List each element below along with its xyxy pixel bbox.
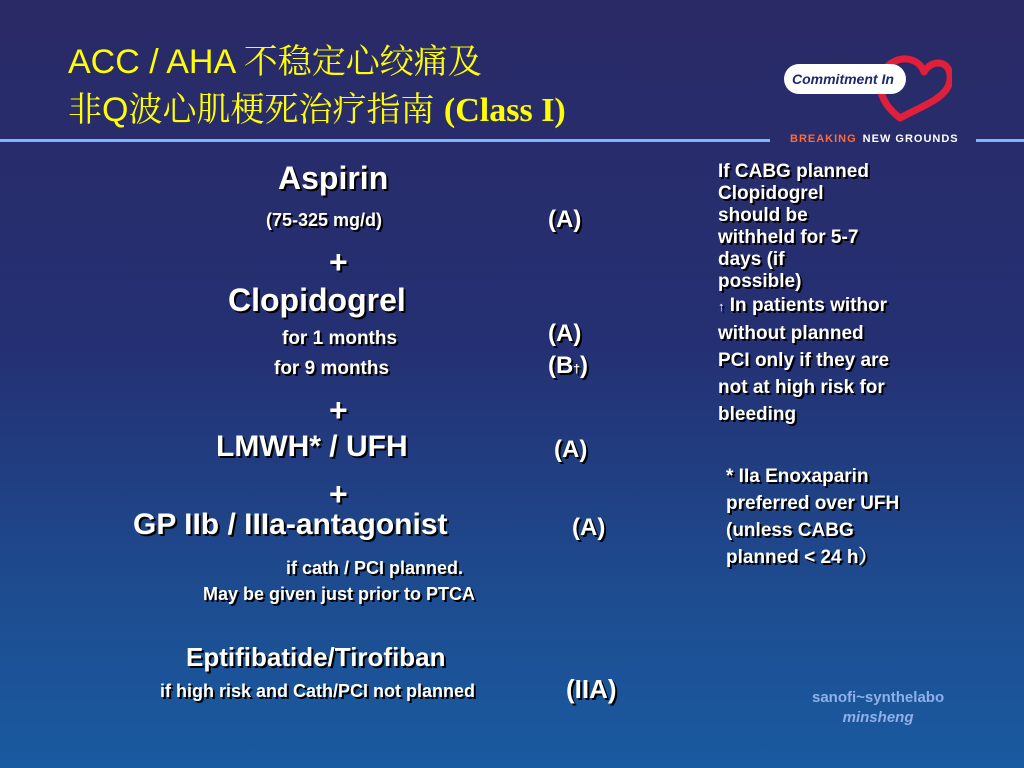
eptifibatide-class: (IIA) [566,674,617,704]
enoxaparin-note [726,463,899,571]
clop-9m-class-prefix: (B [548,352,574,379]
sponsor-line-2: minsheng [842,709,914,726]
cabg-line: possible) [718,271,802,292]
commitment-logo [782,46,952,126]
clop-1-month-class: (A) [548,320,582,347]
pci-line [718,292,889,320]
breaking-text: BREAKING [790,133,857,145]
divider-right [976,139,1024,142]
enox-line: planned < 24 h） [726,547,878,568]
plus-3: + [329,476,348,512]
dagger-mark: † [573,362,581,376]
cabg-note [718,161,869,293]
dagger-up-icon: ↑ [718,299,725,314]
aspirin-heading: Aspirin [278,160,389,196]
gp-note-2: May be given just prior to PTCA [203,584,476,604]
page-title-line2 [68,90,566,131]
sponsor-logo [812,688,944,728]
cabg-line: should be [718,205,808,226]
breaking-new-grounds [790,133,959,145]
clop-1-month: for 1 months [282,328,398,349]
aspirin-class: (A) [548,206,582,233]
page-title-line2-text: 非Q波心肌梗死治疗指南 [68,91,444,129]
plus-1: + [329,244,348,280]
sponsor-line-1: sanofi~synthelabo [812,689,945,706]
pci-line: without planned [718,323,864,344]
page-title-line1: ACC / AHA 不稳定心绞痛及 [68,43,482,81]
gp-heading: GP IIb / IIIa-antagonist [133,508,448,541]
pci-line: bleeding [718,404,797,425]
divider-left [0,139,770,142]
cabg-line: withheld for 5-7 [718,227,859,248]
clop-9m-class-suffix: ) [580,352,589,379]
aspirin-dose: (75-325 mg/d) [266,210,383,230]
pci-line: PCI only if they are [718,350,890,371]
cabg-line: days (if [718,249,785,270]
enox-line: preferred over UFH [726,493,900,514]
clop-9-months: for 9 months [274,358,390,379]
gp-class: (A) [572,514,606,541]
plus-2: + [329,392,348,428]
eptifibatide-heading: Eptifibatide/Tirofiban [186,642,446,672]
new-grounds-text: NEW GROUNDS [862,133,959,145]
logo-text: Commitment In [792,71,894,87]
enox-line: (unless CABG [726,520,854,541]
class-label: (Class I) [443,92,566,129]
clopidogrel-heading: Clopidogrel [228,282,406,318]
cabg-line: Clopidogrel [718,183,824,204]
pci-note [718,292,889,428]
eptifibatide-note: if high risk and Cath/PCI not planned [160,681,476,701]
lmwh-heading: LMWH* / UFH [216,430,408,463]
pci-line: not at high risk for [718,377,885,398]
gp-note-1: if cath / PCI planned. [286,558,464,578]
pci-line-text: In patients withor [729,295,888,316]
enox-line: * IIa Enoxaparin [726,466,869,487]
cabg-line: If CABG planned [718,161,869,182]
lmwh-class: (A) [554,436,588,463]
clop-9-months-class [548,352,588,380]
